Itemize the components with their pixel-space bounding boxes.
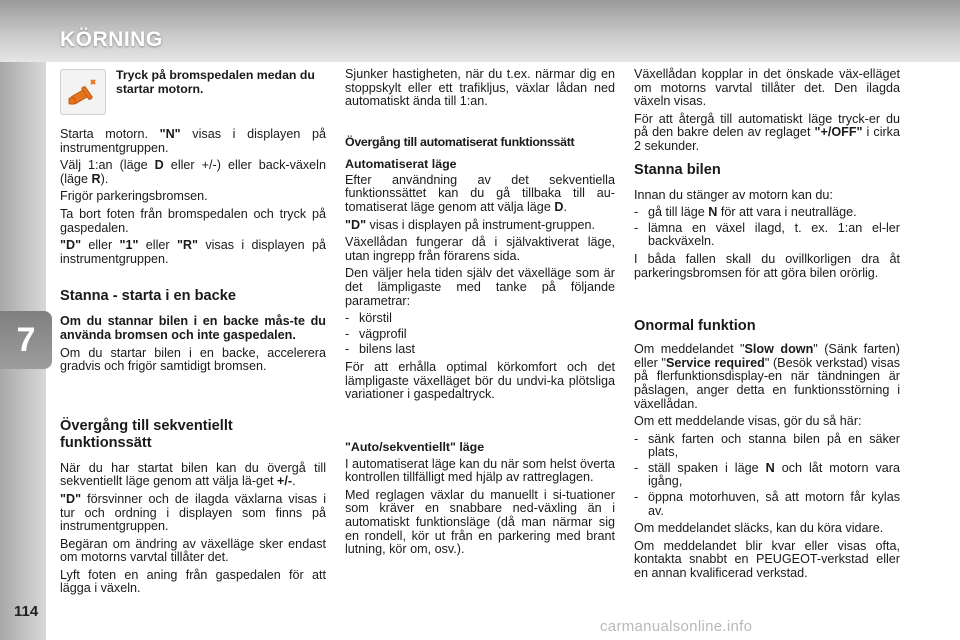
tip-text: Tryck på bromspedalen medan du startar motorn.	[116, 68, 315, 96]
auto-display-text: "D" visas i displayen på instrument-gruppen.	[345, 217, 595, 232]
heading-stopping: Stanna bilen	[634, 161, 721, 178]
heading-automatic: Övergång till automatiserat funktionssätt	[345, 134, 575, 149]
subheading-automatic-mode: Automatiserat läge	[345, 156, 457, 171]
params-list	[345, 312, 615, 357]
fault-list	[634, 433, 900, 519]
downshift-text: Sjunker hastigheten, när du t.ex. närmar dig en stoppskylt eller ett trafikljus, växlar lådan ned automatiskt ända till 1:an.	[345, 67, 615, 109]
list-item: - körstil	[345, 312, 615, 326]
fault-persists-text: Om meddelandet blir kvar eller visas ofta, kontakta snabbt en PEUGEOT-verkstad eller en annan kvalificerad verkstad.	[634, 538, 900, 581]
chapter-tab	[0, 311, 52, 369]
list-item: - vägprofil	[345, 328, 615, 342]
list-item: - bilens last	[345, 343, 615, 357]
auto-return-text: Efter användning av det sekventiella funktionssättet kan du gå tillbaka till au-tomatiserat läge genom att välja läge D.	[345, 172, 615, 214]
list-item: - lämna en växel ilagd, t. ex. 1:an el-ler backväxeln.	[634, 222, 900, 249]
page-header	[0, 0, 960, 62]
stop-list	[634, 206, 900, 249]
start-engine-text: Starta motorn. "N" visas i displayen på instrumentgruppen.	[60, 127, 326, 155]
tip-box	[60, 64, 326, 118]
heading-fault: Onormal funktion	[634, 318, 756, 335]
auto-self-text: Växellådan fungerar då i självaktiverat läge, utan ingrepp från förarens sida.	[345, 235, 615, 263]
list-item: - gå till läge N för att vara i neutralläge.	[634, 206, 900, 220]
autoseq-control-text: I automatiserat läge kan du när som helst överta kontrollen tillfälligt med hjälp av rattreglagen.	[345, 456, 615, 485]
stop-note-text: I båda fallen skall du ovillkorligen dra åt parkeringsbromsen för att göra bilen orörlig.	[634, 251, 900, 280]
foot-text: Ta bort foten från bromspedalen och tryck på gaspedalen.	[60, 206, 326, 235]
autoseq-paddles-text: Med reglagen växlar du manuellt i si-tuationer som kräver en snabbare ned-växling än i automatiskt funktionsläge (då man närmar sig en rondell, kör ut från en parkering med brant lutning, kör om, osv.).	[345, 487, 615, 557]
parking-brake-text: Frigör parkeringsbromsen.	[60, 189, 208, 204]
column-3	[634, 64, 900, 585]
column-2	[345, 64, 615, 561]
brake-pedal-icon	[60, 69, 106, 115]
watermark: carmanualsonline.info	[600, 618, 753, 635]
column-1	[60, 64, 326, 600]
hill-stop-warning: Om du stannar bilen i en backe mås-te du använda bromsen och inte gaspedalen.	[60, 314, 326, 342]
page-number: 114	[14, 603, 39, 620]
auto-params-text: Den väljer hela tiden själv det växelläge som är det lämpligaste med tanke på följande parametrar:	[345, 266, 615, 308]
seq-rpm-text: Begäran om ändring av växelläge sker endast om motorns varvtal tillåter det.	[60, 536, 326, 565]
seq-intro-text: När du har startat bilen kan du övergå till sekventiellt läge genom att välja lä-get +/-.	[60, 460, 326, 489]
heading-stop-start-hill: Stanna - starta i en backe	[60, 288, 237, 305]
seq-lift-foot-text: Lyft foten en aning från gaspedalen för att lägga i växeln.	[60, 567, 326, 596]
gear-engage-text: Växellådan kopplar in det önskade väx-elläget om motorns varvtal tillåter det. Den ilagda växeln visas.	[634, 67, 900, 109]
select-gear-text: Välj 1:an (läge D eller +/-) eller back-växeln (läge R).	[60, 158, 326, 186]
chapter-number: 7	[16, 320, 36, 359]
auto-comfort-text: För att erhålla optimal körkomfort och det lämpligaste växelläget bör du undvi-ka plötsliga variationer i gaspedaltryck.	[345, 359, 615, 402]
list-item: - ställ spaken i läge N och låt motorn vara igång,	[634, 462, 900, 489]
seq-display-text: "D" försvinner och de ilagda växlarna visas i tur och ordning i displayen som finns på instrumentgruppen.	[60, 491, 326, 534]
hill-start-text: Om du startar bilen i en backe, accelerera gradvis och frigör samtidigt bromsen.	[60, 345, 326, 374]
list-item: - öppna motorhuven, så att motorn får kylas av.	[634, 491, 900, 518]
page-title: KÖRNING	[60, 28, 163, 51]
stop-intro-text: Innan du stänger av motorn kan du:	[634, 187, 833, 202]
heading-sequential: Övergång till sekventiellt funktionssätt	[60, 417, 233, 451]
return-auto-text: För att återgå till automatiskt läge tryck-er du på den bakre delen av reglaget "+/OFF" i cirka 2 sekunder.	[634, 111, 900, 153]
fault-clears-text: Om meddelandet släcks, kan du köra vidare.	[634, 521, 884, 536]
display-text: "D" eller "1" eller "R" visas i displayen på instrumentgruppen.	[60, 238, 327, 266]
fault-instructions-text: Om ett meddelande visas, gör du så här:	[634, 414, 862, 429]
list-item: - sänk farten och stanna bilen på en säker plats,	[634, 433, 900, 460]
fault-message-text: Om meddelandet "Slow down" (Sänk farten) eller "Service required" (Besök verkstad) visas på flerfunktionsdisplay-en när tändningen är påslagen, anger detta en funktionsstörning i växellådan.	[634, 342, 901, 411]
subheading-auto-sequential: "Auto/sekventiellt" läge	[345, 439, 485, 454]
